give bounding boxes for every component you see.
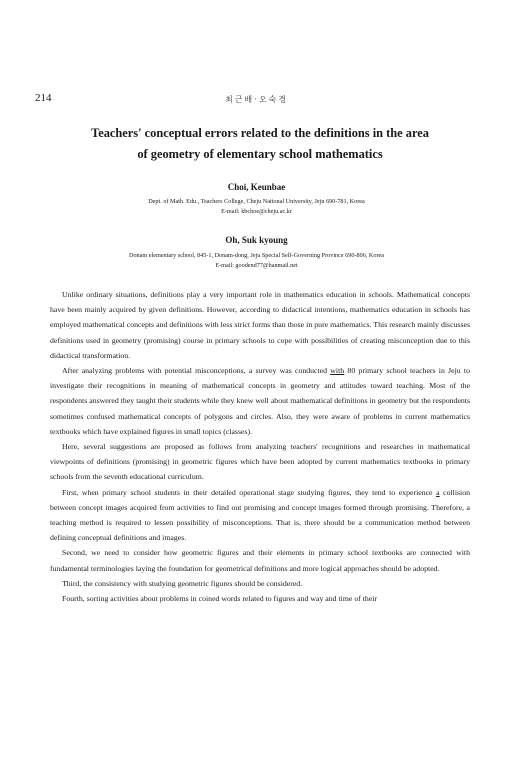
author-email-2: E-mail: goodend77@hanmail.net	[215, 262, 298, 269]
underlined-word: with	[330, 366, 345, 376]
abstract-paragraph: Here, several suggestions are proposed as follows from analyzing teachers' recognitions and researches in mathematical viewpoints of definitions (promising) in geometric figures which have been adopted by current mathematics textbooks in primary schools from the seventh educational curriculum.	[50, 442, 470, 482]
author-name-2: Oh, Suk kyoung	[225, 235, 288, 245]
abstract-paragraph	[50, 363, 470, 439]
abstract-body	[50, 287, 470, 606]
author-affiliation-1: Dept. of Math. Edu., Teachers College, Cheju National University, Jeju 690-781, Korea	[148, 198, 365, 205]
abstract-paragraph: Unlike ordinary situations, definitions play a very important role in mathematics education in schools. Mathematical concepts have been mainly acquired by given definitions. However, according to didactical intentions, mathematics education in schools has employed mathematical concepts and definitions with less strict forms than those in pure mathematics. This research mainly discusses definitions used in geometry (promising) course in primary schools to cope with possibilities of creating misconception due to this didactical transformation.	[50, 290, 470, 360]
page-number: 214	[35, 92, 52, 104]
title-line-1: Teachers' conceptual errors related to the definitions in the area	[91, 126, 429, 140]
title-line-2: of geometry of elementary school mathematics	[137, 147, 383, 161]
underlined-word: a	[436, 487, 440, 497]
paper-title	[60, 123, 460, 165]
text-run: First, when primary school students in their detailed operational stage studying figures, they tend to experience	[62, 487, 437, 497]
author-email-1: E-mail: kbchoe@cheju.ac.kr	[221, 208, 292, 215]
author-name-1: Choi, Keunbae	[227, 182, 286, 192]
abstract-paragraph: Fourth, sorting activities about problems in coined words related to figures and way and time of their	[62, 594, 378, 604]
abstract-paragraph: Second, we need to consider how geometric figures and their elements in primary school textbooks are connected with fundamental terminologies laying the foundation for geometrical definitions and more logical approaches should be adopted.	[50, 548, 470, 573]
text-run: collision between concept images acquired from activities to find out promising and concept images formed through promising. Therefore, a teaching method is required to lessen possibility of misconceptions. That is, there should be a communication method between defining conceptual definitions and images.	[50, 487, 470, 543]
author-affiliation-2: Donam elementary school, 845-1, Donam-dong, Jeju Special Self-Governing Province 690-806, Korea	[129, 252, 384, 259]
abstract-paragraph	[50, 485, 470, 546]
text-run: 80 primary school teachers in Jeju to investigate their recognitions in meaning of mathematical concepts in geometry and attitudes toward teaching. Most of the respondents answered they taught their students while they knew well about mathematical definitions in geometry but the respondents sometimes confused mathematical concepts of polygons and circles. Also, they were aware of problems in current mathematics textbooks which have explained figures in small topics (classes).	[50, 366, 470, 436]
text-run: After analyzing problems with potential misconceptions, a survey was conducted	[62, 366, 331, 376]
abstract-paragraph: Third, the consistency with studying geometric figures should be considered.	[62, 578, 303, 588]
running-head: 최근배·오숙경	[224, 95, 289, 104]
